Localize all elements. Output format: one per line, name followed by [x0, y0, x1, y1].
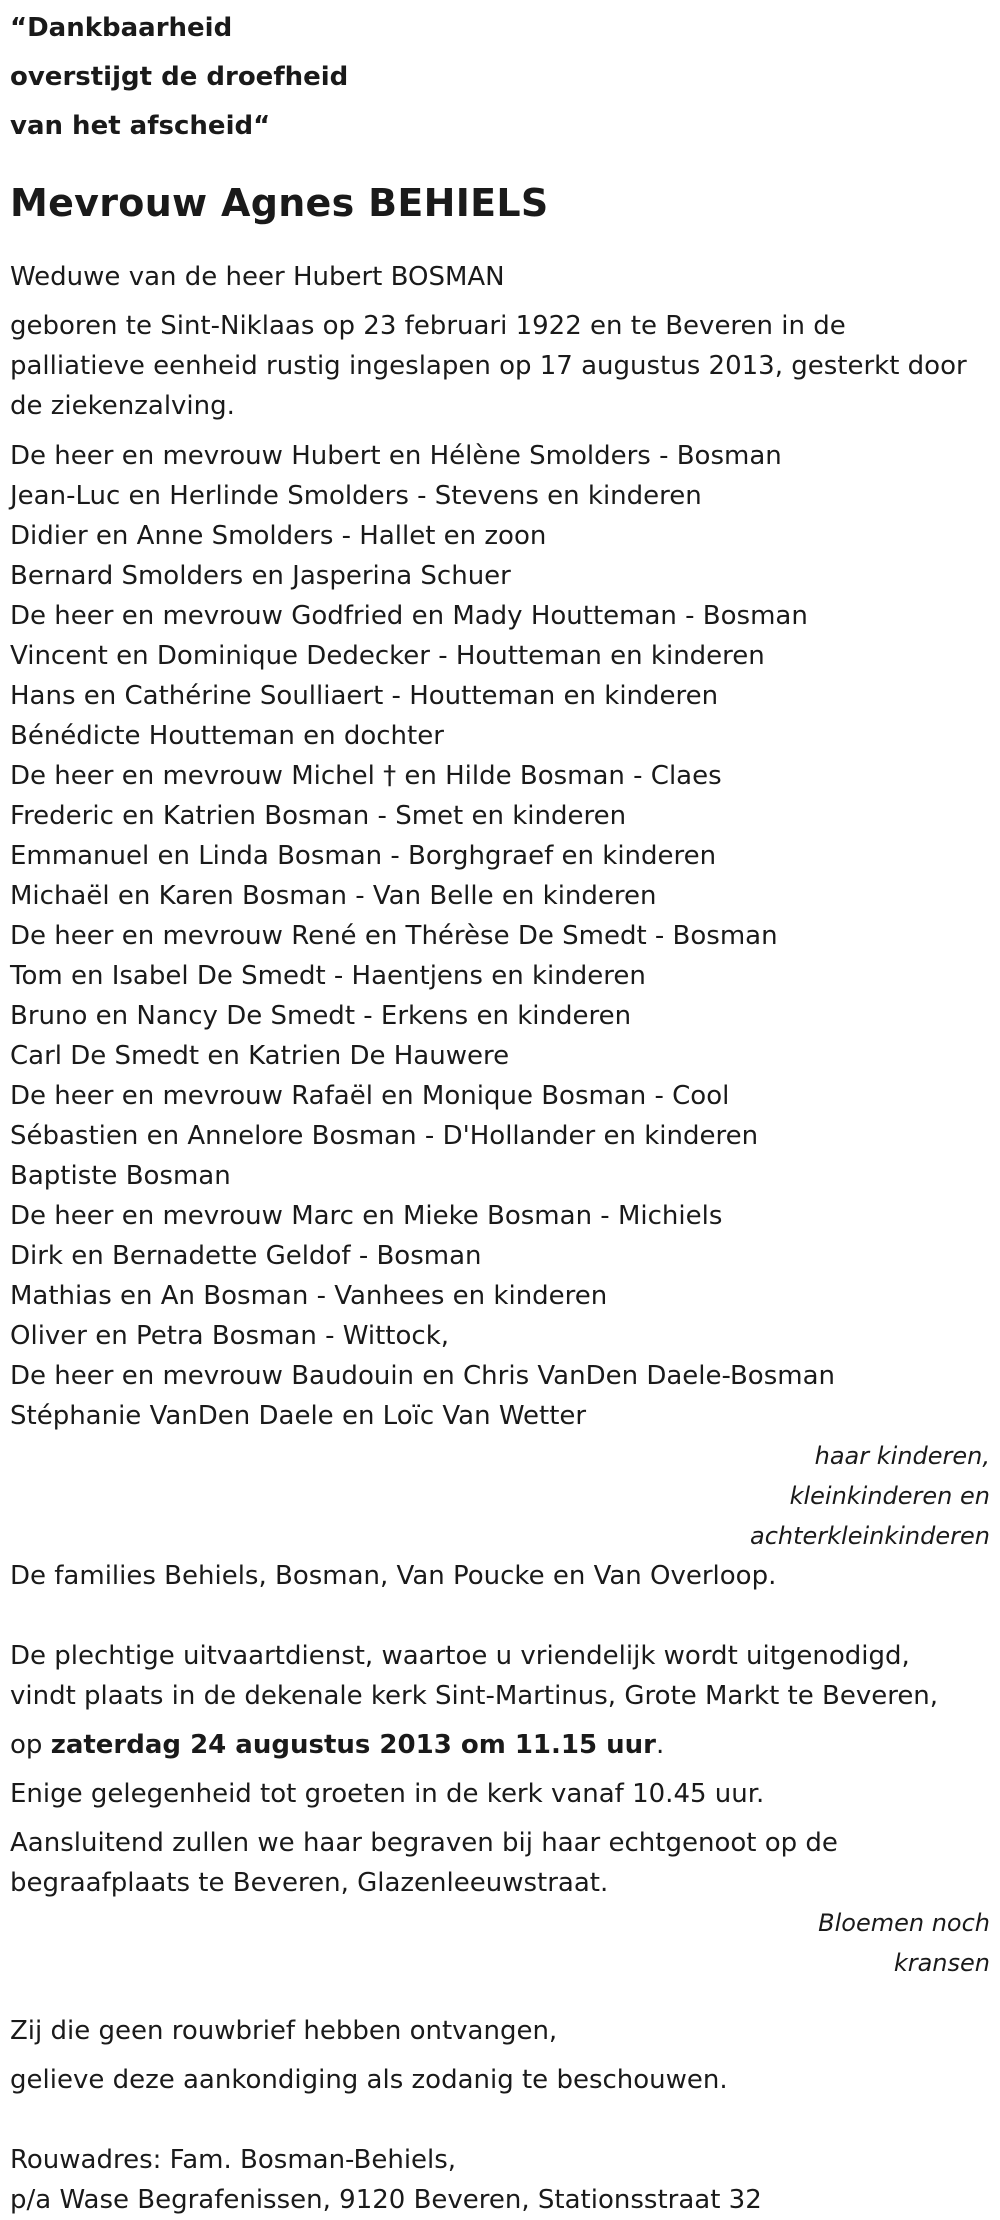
spouse-line: Weduwe van de heer Hubert BOSMAN — [10, 262, 505, 292]
paragraph-line: De plechtige uitvaartdienst, waartoe u vriendelijk wordt uitgenodigd, — [10, 1641, 910, 1671]
greeting-line: Enige gelegenheid tot groeten in de kerk vanaf 10.45 uur. — [10, 1779, 765, 1809]
relation-note-line: achterkleinkinderen — [750, 1522, 990, 1550]
relation-note-line: haar kinderen, — [814, 1442, 990, 1470]
family-member-line: Jean-Luc en Herlinde Smolders - Stevens en kinderen — [10, 481, 702, 511]
service-date-line — [10, 1725, 990, 1765]
paragraph-line: Zij die geen rouwbrief hebben ontvangen, — [10, 2016, 558, 2046]
address-line: p/a Wase Begrafenissen, 9120 Beveren, Stationsstraat 32 — [10, 2185, 762, 2215]
family-member-line: Dirk en Bernadette Geldof - Bosman — [10, 1241, 482, 1271]
flowers-note-line: Bloemen noch — [818, 1909, 990, 1937]
family-member-line: Bruno en Nancy De Smedt - Erkens en kinderen — [10, 1001, 632, 1031]
service-date: zaterdag 24 augustus 2013 om 11.15 uur — [50, 1730, 656, 1760]
deceased-name: Mevrouw Agnes BEHIELS — [10, 181, 549, 225]
paragraph-line: vindt plaats in de dekenale kerk Sint-Martinus, Grote Markt te Beveren, — [10, 1681, 939, 1711]
opening-quote — [10, 4, 990, 151]
paragraph-line: de ziekenzalving. — [10, 391, 235, 421]
family-member-line: De heer en mevrouw Michel † en Hilde Bosman - Claes — [10, 761, 722, 791]
family-member-line: Hans en Cathérine Soulliaert - Houtteman en kinderen — [10, 681, 719, 711]
family-member-line: De heer en mevrouw René en Thérèse De Smedt - Bosman — [10, 921, 778, 951]
paragraph-line: palliatieve eenheid rustig ingeslapen op 17 augustus 2013, gesterkt door — [10, 351, 967, 381]
family-member-line: Vincent en Dominique Dedecker - Houtteman en kinderen — [10, 641, 765, 671]
quote-line: van het afscheid“ — [10, 111, 271, 141]
service-date-suffix: . — [655, 1730, 665, 1760]
quote-line: “Dankbaarheid — [10, 13, 233, 43]
address-line: Rouwadres: Fam. Bosman-Behiels, — [10, 2145, 457, 2175]
families-line: De families Behiels, Bosman, Van Poucke en Van Overloop. — [10, 1561, 777, 1591]
obituary-notice — [10, 0, 990, 2220]
paragraph-line: gelieve deze aankondiging als zodanig te beschouwen. — [10, 2065, 728, 2095]
family-member-line: Bénédicte Houtteman en dochter — [10, 721, 444, 751]
address-block — [10, 2140, 990, 2220]
flowers-note — [10, 1903, 990, 1983]
paragraph-line: begraafplaats te Beveren, Glazenleeuwstraat. — [10, 1868, 609, 1898]
service-paragraph — [10, 1636, 990, 1716]
relation-note — [10, 1436, 990, 1556]
service-date-prefix: op — [10, 1730, 51, 1760]
family-member-line: De heer en mevrouw Godfried en Mady Houtteman - Bosman — [10, 601, 808, 631]
family-member-line: Sébastien en Annelore Bosman - D'Hollander en kinderen — [10, 1121, 759, 1151]
family-member-line: Stéphanie VanDen Daele en Loïc Van Wetter — [10, 1401, 587, 1431]
family-member-line: Emmanuel en Linda Bosman - Borghgraef en kinderen — [10, 841, 717, 871]
family-member-line: Bernard Smolders en Jasperina Schuer — [10, 561, 511, 591]
family-member-line: Carl De Smedt en Katrien De Hauwere — [10, 1041, 510, 1071]
birth-death-paragraph — [10, 306, 990, 426]
notice-paragraph — [10, 2011, 990, 2100]
family-member-line: De heer en mevrouw Rafaël en Monique Bosman - Cool — [10, 1081, 730, 1111]
quote-line: overstijgt de droefheid — [10, 62, 349, 92]
flowers-note-line: kransen — [893, 1949, 990, 1977]
relation-note-line: kleinkinderen en — [789, 1482, 990, 1510]
family-member-line: Tom en Isabel De Smedt - Haentjens en kinderen — [10, 961, 646, 991]
family-list — [10, 436, 990, 1436]
family-member-line: Frederic en Katrien Bosman - Smet en kinderen — [10, 801, 627, 831]
family-member-line: Oliver en Petra Bosman - Wittock, — [10, 1321, 450, 1351]
burial-paragraph — [10, 1823, 990, 1903]
paragraph-line: Aansluitend zullen we haar begraven bij haar echtgenoot op de — [10, 1828, 838, 1858]
family-member-line: Michaël en Karen Bosman - Van Belle en kinderen — [10, 881, 657, 911]
family-member-line: De heer en mevrouw Baudouin en Chris VanDen Daele-Bosman — [10, 1361, 835, 1391]
family-member-line: Didier en Anne Smolders - Hallet en zoon — [10, 521, 547, 551]
family-member-line: Mathias en An Bosman - Vanhees en kinderen — [10, 1281, 608, 1311]
paragraph-line: geboren te Sint-Niklaas op 23 februari 1922 en te Beveren in de — [10, 311, 846, 341]
family-member-line: De heer en mevrouw Marc en Mieke Bosman - Michiels — [10, 1201, 723, 1231]
family-member-line: De heer en mevrouw Hubert en Hélène Smolders - Bosman — [10, 441, 782, 471]
family-member-line: Baptiste Bosman — [10, 1161, 231, 1191]
